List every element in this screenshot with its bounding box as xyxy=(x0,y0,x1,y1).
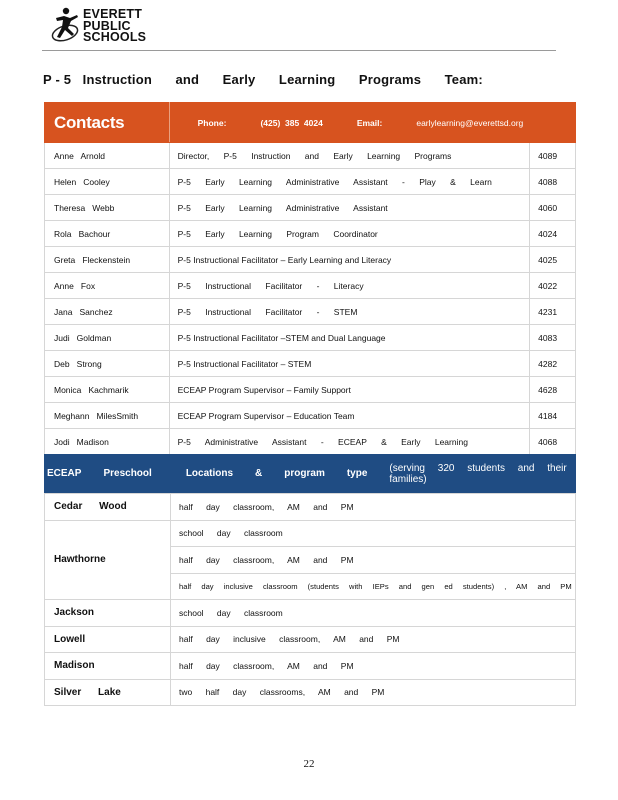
title-word: Learning xyxy=(278,72,336,87)
location-name: Madison xyxy=(45,653,171,680)
contact-name: Anne Arnold xyxy=(45,143,170,169)
location-row xyxy=(45,679,576,706)
contact-role: P-5 Early Learning Administrative Assistant xyxy=(169,195,530,221)
location-row xyxy=(45,653,576,680)
title-word: P - 5 Instruction xyxy=(43,72,153,87)
contact-row xyxy=(45,403,576,429)
contact-row xyxy=(45,247,576,273)
contact-role: ECEAP Program Supervisor – Education Team xyxy=(169,403,530,429)
location-row xyxy=(45,626,576,653)
logo-line-1: EVERETT xyxy=(83,7,143,21)
program-type: half day classroom, AM and PM xyxy=(171,653,576,680)
eceap-header-word: Preschool xyxy=(103,468,152,479)
program-type: school day classroom xyxy=(171,520,576,547)
contact-extension: 4088 xyxy=(530,169,576,195)
contact-extension: 4184 xyxy=(530,403,576,429)
contact-row xyxy=(45,143,576,169)
eceap-locations-header xyxy=(44,454,576,493)
contact-extension: 4022 xyxy=(530,273,576,299)
contact-name: Greta Fleckenstein xyxy=(45,247,170,273)
logo-wordmark xyxy=(83,9,146,44)
contact-extension: 4068 xyxy=(530,429,576,455)
location-row xyxy=(45,494,576,521)
location-name: Jackson xyxy=(45,600,171,627)
contact-role: P-5 Instructional Facilitator – STEM xyxy=(169,351,530,377)
program-type: half day inclusive classroom, AM and PM xyxy=(171,626,576,653)
title-word: Team: xyxy=(444,72,483,87)
runner-swoosh-icon xyxy=(50,6,84,48)
email-link[interactable]: earlylearning@everettsd.org xyxy=(416,117,524,128)
contact-name: Deb Strong xyxy=(45,351,170,377)
contact-name: Rola Bachour xyxy=(45,221,170,247)
contact-extension: 4282 xyxy=(530,351,576,377)
contact-row xyxy=(45,169,576,195)
location-name: Cedar Wood xyxy=(45,494,171,521)
contact-info-cell xyxy=(169,103,575,143)
eceap-header-subtitle: (serving 320 students and their families) xyxy=(389,462,567,485)
contacts-header-row xyxy=(45,103,576,143)
program-type: half day inclusive classroom (students with IEPs and gen ed students) , AM and PM xyxy=(171,573,576,600)
contact-name: Theresa Webb xyxy=(45,195,170,221)
eceap-header-word: program xyxy=(284,468,325,479)
page-title xyxy=(43,72,483,87)
contact-extension: 4083 xyxy=(530,325,576,351)
contact-role: P-5 Instructional Facilitator - STEM xyxy=(169,299,530,325)
contact-name: Meghann MilesSmith xyxy=(45,403,170,429)
contact-row xyxy=(45,299,576,325)
contact-row xyxy=(45,195,576,221)
contacts-title: Contacts xyxy=(54,112,125,132)
contact-name: Jana Sanchez xyxy=(45,299,170,325)
contact-name: Jodi Madison xyxy=(45,429,170,455)
location-row xyxy=(45,520,576,547)
location-name: Hawthorne xyxy=(45,520,171,600)
title-word: Early xyxy=(222,72,256,87)
contacts-table xyxy=(44,102,576,455)
contact-row xyxy=(45,377,576,403)
contact-row xyxy=(45,325,576,351)
program-type: school day classroom xyxy=(171,600,576,627)
contact-role: P-5 Instructional Facilitator –STEM and Dual Language xyxy=(169,325,530,351)
program-type: half day classroom, AM and PM xyxy=(171,547,576,574)
contact-row xyxy=(45,429,576,455)
phone-label: Phone: xyxy=(197,117,227,128)
program-type: two half day classrooms, AM and PM xyxy=(171,679,576,706)
eceap-header-word: & xyxy=(255,468,263,479)
contact-role: P-5 Instructional Facilitator - Literacy xyxy=(169,273,530,299)
contact-row xyxy=(45,221,576,247)
eceap-header-word: ECEAP xyxy=(47,468,82,479)
contact-extension: 4231 xyxy=(530,299,576,325)
contact-name: Helen Cooley xyxy=(45,169,170,195)
location-name: Silver Lake xyxy=(45,679,171,706)
location-row xyxy=(45,600,576,627)
contact-role: ECEAP Program Supervisor – Family Support xyxy=(169,377,530,403)
logo-line-2: PUBLIC xyxy=(83,18,131,33)
title-word: and xyxy=(175,72,200,87)
location-name: Lowell xyxy=(45,626,171,653)
contact-extension: 4628 xyxy=(530,377,576,403)
contact-name: Anne Fox xyxy=(45,273,170,299)
logo-line-3: SCHOOLS xyxy=(83,30,147,44)
contact-role: P-5 Instructional Facilitator – Early Learning and Literacy xyxy=(169,247,530,273)
contacts-title-cell xyxy=(45,103,170,143)
eceap-header-word: Locations xyxy=(185,468,234,479)
contact-name: Monica Kachmarik xyxy=(45,377,170,403)
contact-role: Director, P-5 Instruction and Early Learning Programs xyxy=(169,143,530,169)
contact-role: P-5 Early Learning Program Coordinator xyxy=(169,221,530,247)
contact-row xyxy=(45,351,576,377)
page-number: 22 xyxy=(303,758,315,770)
eceap-header-word: type xyxy=(346,468,368,479)
locations-table xyxy=(44,493,576,706)
header-divider xyxy=(42,50,556,51)
title-word: Programs xyxy=(358,72,422,87)
contact-row xyxy=(45,273,576,299)
contact-role: P-5 Administrative Assistant - ECEAP & Early Learning xyxy=(169,429,530,455)
contact-extension: 4024 xyxy=(530,221,576,247)
email-label: Email: xyxy=(356,117,383,128)
contact-name: Judi Goldman xyxy=(45,325,170,351)
contact-role: P-5 Early Learning Administrative Assistant - Play & Learn xyxy=(169,169,530,195)
contact-extension: 4060 xyxy=(530,195,576,221)
program-type: half day classroom, AM and PM xyxy=(171,494,576,521)
contact-extension: 4025 xyxy=(530,247,576,273)
contact-extension: 4089 xyxy=(530,143,576,169)
phone-number[interactable]: (425) 385 4024 xyxy=(260,117,323,128)
district-logo xyxy=(50,6,160,50)
